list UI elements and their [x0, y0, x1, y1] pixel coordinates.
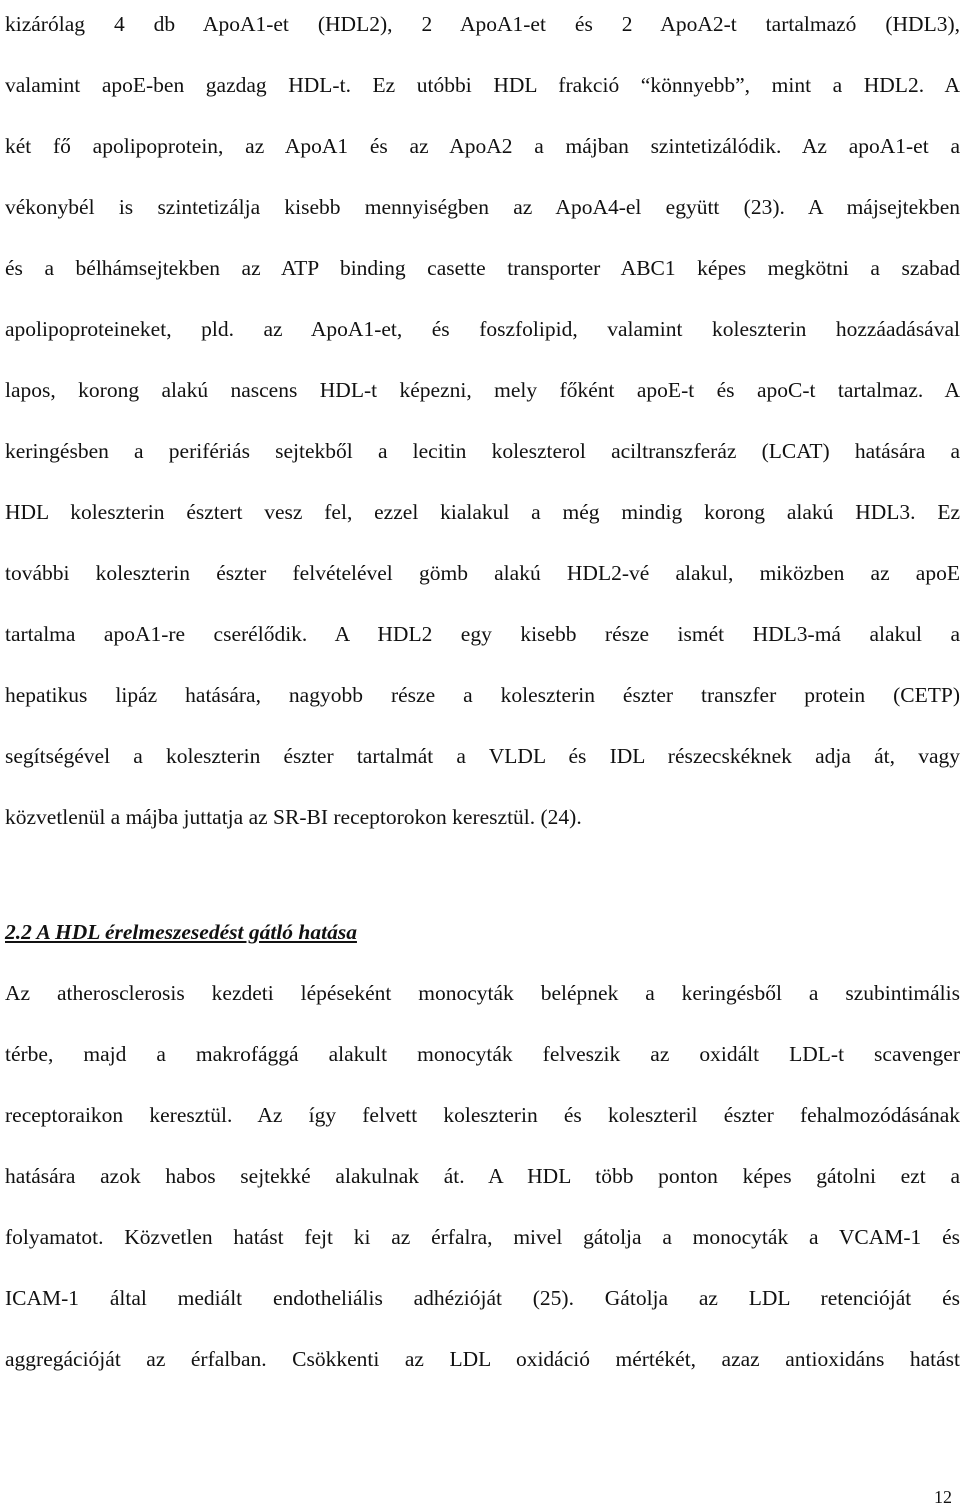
- page-number: 12: [934, 1487, 952, 1507]
- text-line: segítségével a koleszterin észter tartalmát a VLDL és IDL részecskéknek adja át, vagy: [5, 744, 960, 768]
- text-line: valamint apoE-ben gazdag HDL-t. Ez utóbbi HDL frakció “könnyebb”, mint a HDL2. A: [5, 73, 960, 97]
- text-line: Az atherosclerosis kezdeti lépéseként monocyták belépnek a keringésből a szubintimális: [5, 981, 960, 1005]
- text-line: apolipoproteineket, pld. az ApoA1-et, és foszfolipid, valamint koleszterin hozzáadásával: [5, 317, 960, 341]
- section-heading: 2.2 A HDL érelmeszesedést gátló hatása: [5, 920, 357, 944]
- text-line: keringésben a perifériás sejtekből a lecitin koleszterol aciltranszferáz (LCAT) hatására a: [5, 439, 960, 463]
- text-line: HDL koleszterin észtert vesz fel, ezzel kialakul a még mindig korong alakú HDL3. Ez: [5, 500, 960, 524]
- text-line: tartalma apoA1-re cserélődik. A HDL2 egy kisebb része ismét HDL3-má alakul a: [5, 622, 960, 646]
- text-line: receptoraikon keresztül. Az így felvett koleszterin és koleszteril észter fehalmozódásának: [5, 1103, 960, 1127]
- text-line: hepatikus lipáz hatására, nagyobb része a koleszterin észter transzfer protein (CETP): [5, 683, 960, 707]
- text-line: további koleszterin észter felvételével gömb alakú HDL2-vé alakul, miközben az apoE: [5, 561, 960, 585]
- text-line: hatására azok habos sejtekké alakulnak át. A HDL több ponton képes gátolni ezt a: [5, 1164, 960, 1188]
- text-line: és a bélhámsejtekben az ATP binding casette transporter ABC1 képes megkötni a szabad: [5, 256, 960, 280]
- text-line: kizárólag 4 db ApoA1-et (HDL2), 2 ApoA1-et és 2 ApoA2-t tartalmazó (HDL3),: [5, 12, 960, 36]
- text-line: ICAM-1 által mediált endotheliális adhézióját (25). Gátolja az LDL retencióját és: [5, 1286, 960, 1310]
- text-line: közvetlenül a májba juttatja az SR-BI receptorokon keresztül. (24).: [5, 805, 582, 829]
- text-line: térbe, majd a makrofággá alakult monocyták felveszik az oxidált LDL-t scavenger: [5, 1042, 960, 1066]
- text-line: két fő apolipoprotein, az ApoA1 és az ApoA2 a májban szintetizálódik. Az apoA1-et a: [5, 134, 960, 158]
- text-line: folyamatot. Közvetlen hatást fejt ki az érfalra, mivel gátolja a monocyták a VCAM-1 és: [5, 1225, 960, 1249]
- text-line: lapos, korong alakú nascens HDL-t képezni, mely főként apoE-t és apoC-t tartalmaz. A: [5, 378, 960, 402]
- text-line: vékonybél is szintetizálja kisebb mennyiségben az ApoA4-el együtt (23). A májsejtekben: [5, 195, 960, 219]
- text-line: aggregációját az érfalban. Csökkenti az LDL oxidáció mértékét, azaz antioxidáns hatást: [5, 1347, 960, 1371]
